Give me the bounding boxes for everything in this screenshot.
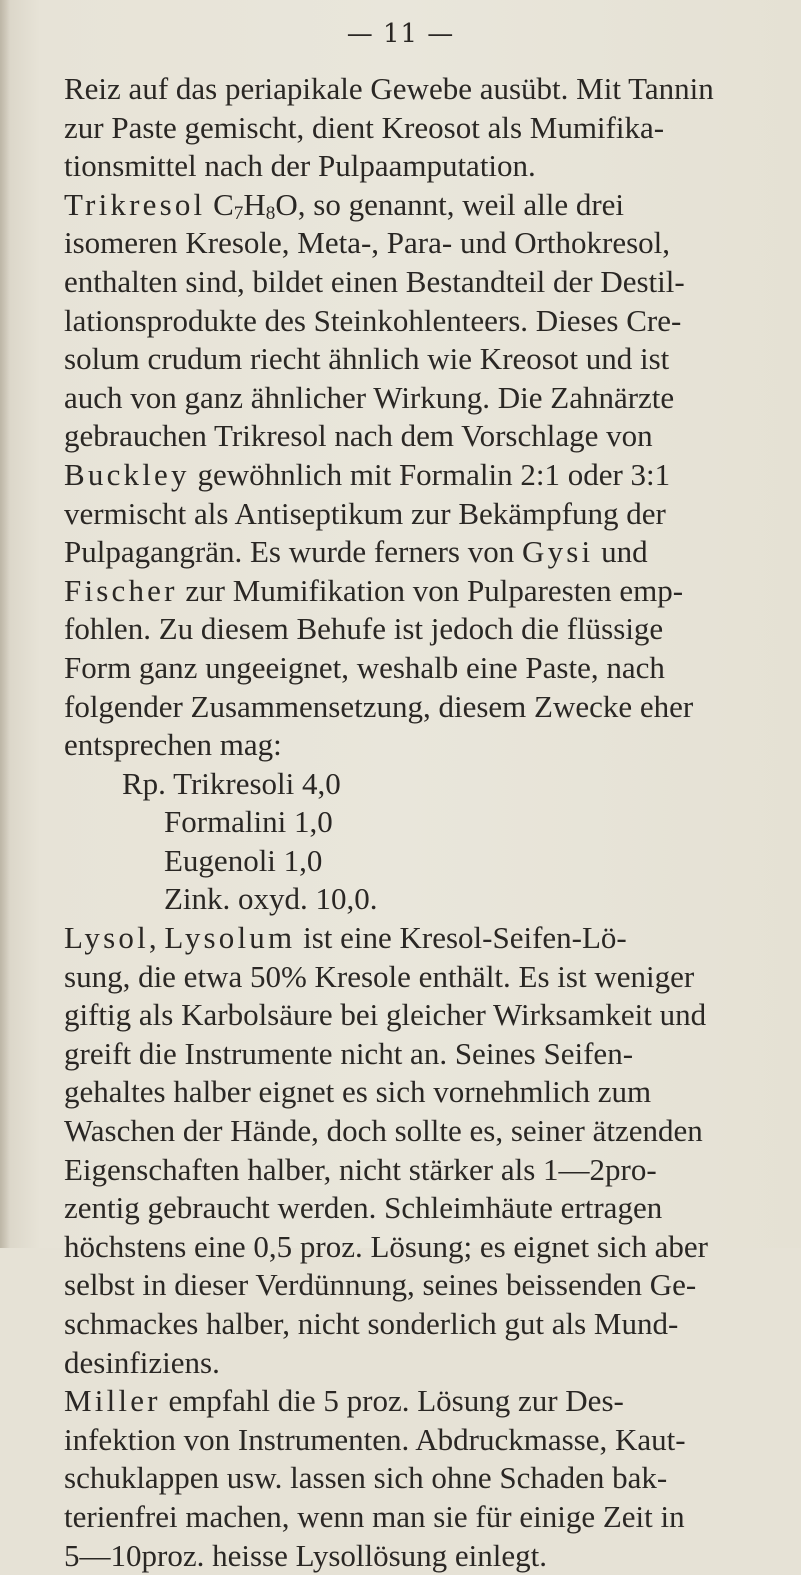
text-line: Fischer zur Mumifikation von Pulparesten emp- [64, 572, 684, 608]
recipe-line: Eugenoli 1,0 [164, 842, 323, 878]
text-line: Eigenschaften halber, nicht stärker als 1—2pro- [64, 1151, 657, 1187]
text-line: gehaltes halber eignet es sich vornehmlich zum [64, 1074, 652, 1110]
text-line: schmackes halber, nicht sonderlich gut als Mund- [64, 1306, 679, 1341]
text-line: terienfrei machen, wenn man sie für einige Zeit in [64, 1498, 685, 1534]
text-line: fohlen. Zu diesem Behufe ist jedoch die flüssige [64, 611, 664, 647]
text-line: solum crudum riecht ähnlich wie Kreosot und ist [64, 341, 670, 377]
recipe-line: Formalini 1,0 [164, 804, 333, 840]
text-line: folgender Zusammensetzung, diesem Zwecke eher [64, 688, 694, 724]
text-line: Waschen der Hände, doch sollte es, seiner ätzenden [64, 1113, 703, 1149]
recipe-line: Zink. oxyd. 10,0. [164, 881, 378, 917]
text-line: selbst in dieser Verdünnung, seines beissenden Ge- [64, 1267, 697, 1303]
term-lysol: Lysol [64, 920, 149, 956]
text-line: schuklappen usw. lassen sich ohne Schaden bak- [64, 1460, 668, 1496]
text-line: desinfiziens. [64, 1344, 220, 1380]
text-line: greift die Instrumente nicht an. Seines Seifen- [64, 1035, 634, 1071]
text-line: sung, die etwa 50% Kresole enthält. Es ist weniger [64, 958, 695, 994]
name-buckley: Buckley [64, 456, 190, 492]
page-number: — 11 — [346, 19, 455, 49]
term-trikresol: Trikresol [64, 186, 206, 222]
name-gysi: Gysi [521, 534, 594, 570]
text-line: Reiz auf das periapikale Gewebe ausübt. Mit Tannin [64, 71, 714, 106]
recipe-line: Rp. Trikresoli 4,0 [122, 765, 341, 801]
name-fischer: Fischer [64, 572, 178, 608]
text-line: zentig gebraucht werden. Schleimhäute ertragen [64, 1190, 663, 1226]
text-line: Miller empfahl die 5 proz. Lösung zur Des- [64, 1383, 624, 1419]
text-line: Buckley gewöhnlich mit Formalin 2:1 oder 3:1 [64, 456, 671, 492]
text-line: zur Paste gemischt, dient Kreosot als Mumifika- [64, 109, 665, 145]
text-line: enthalten sind, bildet einen Bestandteil der Destil- [64, 263, 685, 299]
body-text [64, 70, 770, 1575]
text-line: isomeren Kresole, Meta-, Para- und Orthokresol, [64, 225, 671, 261]
text-line: 5—10proz. heisse Lysollösung einlegt. [64, 1537, 548, 1573]
text-line: giftig als Karbolsäure bei gleicher Wirksamkeit und [64, 997, 707, 1033]
chemical-formula: $C_7H_8O$ [213, 186, 298, 224]
text-line: höchstens eine 0,5 proz. Lösung; es eignet sich aber [64, 1228, 708, 1264]
name-miller: Miller [64, 1383, 161, 1419]
term-lysolum: Lysolum [164, 920, 296, 956]
text-line: auch von ganz ähnlicher Wirkung. Die Zahnärzte [64, 379, 675, 415]
text-line: gebrauchen Trikresol nach dem Vorschlage von [64, 418, 653, 454]
text-line: Pulpagangrän. Es wurde ferners von Gysi und [64, 534, 648, 570]
text-line: lationsprodukte des Steinkohlenteers. Dieses Cre- [64, 302, 682, 338]
text-line: Trikresol $C_7H_8O$, so genannt, weil alle drei [64, 186, 625, 224]
text-line: entsprechen mag: [64, 727, 282, 763]
text-line: tionsmittel nach der Pulpaamputation. [64, 148, 536, 184]
text-line: Form ganz ungeeignet, weshalb eine Paste, nach [64, 649, 665, 685]
text-line: infektion von Instrumenten. Abdruckmasse, Kaut- [64, 1421, 686, 1457]
text-line: Lysol, Lysolum ist eine Kresol-Seifen-Lö- [64, 920, 627, 956]
page-edge-shadow [0, 0, 10, 1248]
text-line: vermischt als Antiseptikum zur Bekämpfung der [64, 495, 666, 531]
